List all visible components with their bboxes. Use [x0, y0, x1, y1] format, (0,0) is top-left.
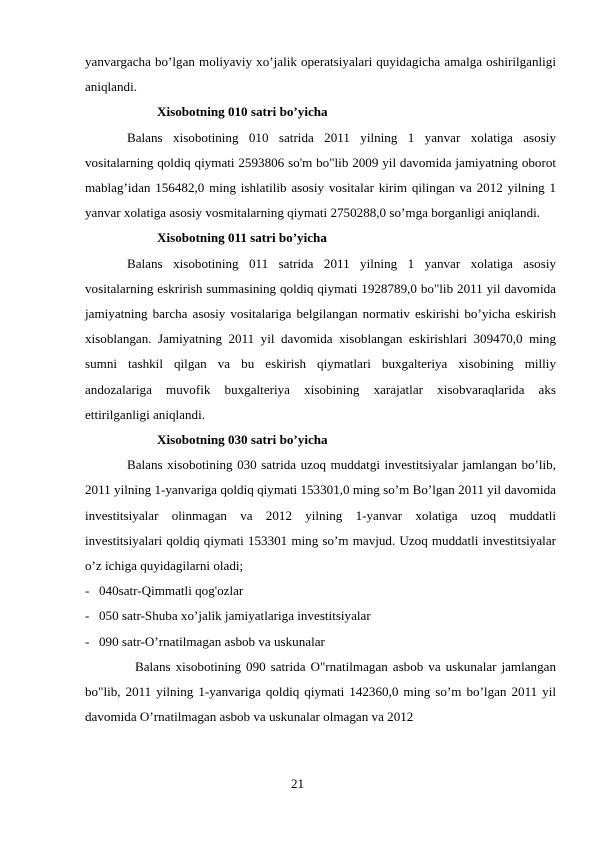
list-item-text: 050 satr-Shuba xo’jalik jamiyatlariga investitsiyalar [99, 608, 371, 624]
list-item-text: 090 satr-O’rnatilmagan asbob va uskunalar [99, 633, 325, 649]
list-item [85, 629, 556, 654]
document-body [85, 49, 556, 729]
dash-bullet: - [85, 633, 90, 649]
heading-010: Xisobotning 010 satri bo’yicha [157, 104, 328, 120]
paragraph-090: Balans xisobotining 090 satrida O"rnatilmagan asbob va uskunalar jamlangan bo"lib, 2011 yilning 1-yanvariga qoldiq qiymati 142360,0 ming so’m bo’lgan 2011 yil davomida O’rnatilmagan asbob va uskunalar olmagan va 2012 [85, 658, 556, 725]
list-item-text: 040satr-Qimmatli qog'ozlar [99, 583, 244, 599]
dash-bullet: - [85, 583, 90, 599]
heading-011: Xisobotning 011 satri bo’yicha [157, 230, 327, 246]
paragraph-030: Balans xisobotining 030 satrida uzoq muddatgi investitsiyalar jamlangan bo’lib, 2011 yilning 1-yanvariga qoldiq qiymati 153301,0 ming so’m Bo’lgan 2011 yil davomida investitsiyalar olinmagan va 2012 yilning 1-yanvar xolatiga uzoq muddatli investitsiyalari qoldiq qiymati 153301 ming so’m mavjud. Uzoq muddatli investitsiyalar o’z ichiga quyidagilarni oladi; [85, 457, 556, 574]
paragraph-011: Balans xisobotining 011 satrida 2011 yilning 1 yanvar xolatiga asosiy vositalarning eskrirish summasining qoldiq qiymati 1928789,0 bo"lib 2011 yil davomida jamiyatning barcha asosiy vositalariga belgilangan normativ eskirishi bo’yicha eskirish xisoblangan. Jamiyatning 2011 yil davomida xisoblangan eskirishlari 309470,0 ming sumni tashkil qilgan va bu eskirish qiymatlari buxgalteriya xisobining milliy andozalariga muvofik buxgalteriya xisobining xarajatlar xisobvaraqlarida aks ettirilganligi aniqlandi. [85, 255, 556, 422]
paragraph-010: Balans xisobotining 010 satrida 2011 yilning 1 yanvar xolatiga asosiy vositalarning qoldiq qiymati 2593806 so'm bo"lib 2009 yil davomida jamiyatning oborot mablag’idan 156482,0 ming ishlatilib asosiy vositalar kirim qilingan va 2012 yilning 1 yanvar xolatiga asosiy vosmitalarning qiymati 2750288,0 so’mga borganligi aniqlandi. [85, 129, 556, 221]
heading-030: Xisobotning 030 satri bo’yicha [157, 432, 328, 448]
paragraph-intro: yanvargacha bo’lgan moliyaviy xo’jalik operatsiyalari quyidagicha amalga oshirilganligi aniqlandi. [85, 54, 556, 95]
page-number: 21 [290, 776, 305, 791]
list-item [85, 578, 556, 603]
dash-bullet: - [85, 608, 90, 624]
list-item [85, 603, 556, 628]
